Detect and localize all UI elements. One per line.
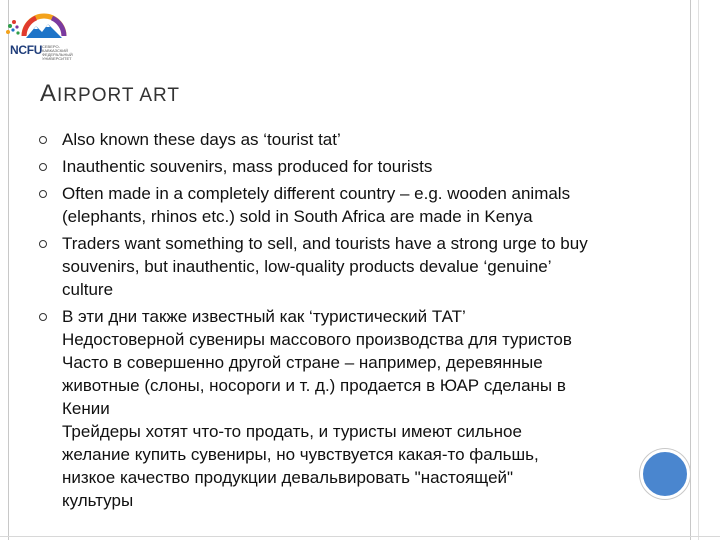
slide-title [40, 80, 180, 108]
slide-title-rest: IRPORT ART [57, 85, 180, 106]
bullet-line: Часто в совершенно другой стране – например, деревянные [62, 353, 543, 372]
bullet-item [36, 305, 636, 512]
bullet-circle-icon [39, 163, 47, 171]
bullet-line: животные (слоны, носороги и т. д.) продается в ЮАР сделаны в [62, 376, 566, 395]
bullet-item [36, 155, 636, 178]
bullet-line: Also known these days as ‘tourist tat’ [62, 130, 341, 149]
bullet-line: культуры [62, 491, 134, 510]
bottom-border-line [0, 536, 720, 537]
bullet-line: (elephants, rhinos etc.) sold in South Africa are made in Kenya [62, 207, 533, 226]
left-border-line [8, 0, 9, 540]
bullet-circle-icon [39, 190, 47, 198]
bullet-item [36, 128, 636, 151]
bullet-circle-icon [39, 136, 47, 144]
bullet-line: В эти дни также известный как ‘туристический ТАТ’ [62, 307, 466, 326]
bullet-line: souvenirs, but inauthentic, low-quality products devalue ‘genuine’ [62, 257, 552, 276]
bullet-line: Трейдеры хотят что-то продать, и туристы имеют сильное [62, 422, 522, 441]
bullet-line: Кении [62, 399, 110, 418]
bullet-line: culture [62, 280, 114, 299]
bullet-circle-icon [39, 240, 47, 248]
bullet-line: желание купить сувениры, но чувствуется какая-то фальшь, [62, 445, 539, 464]
bullet-line: Traders want something to sell, and tourists have a strong urge to buy [62, 234, 588, 253]
slide-title-initial: A [40, 80, 58, 107]
bullet-item [36, 232, 636, 301]
bullet-line: Inauthentic souvenirs, mass produced for tourists [62, 157, 433, 176]
bullet-line: Often made in a completely different country – e.g. wooden animals [62, 184, 571, 203]
right-border-line [690, 0, 691, 540]
logo-subtitle: СЕВЕРО-КАВКАЗСКИЙ ФЕДЕРАЛЬНЫЙ УНИВЕРСИТЕТ [42, 44, 73, 61]
bullet-line: низкое качество продукции девальвировать "настоящей" [62, 468, 514, 487]
bullet-circle-icon [39, 313, 47, 321]
decorative-circle-icon [640, 449, 690, 499]
logo-text: NCFU [10, 43, 43, 57]
bullet-item [36, 182, 636, 228]
right-border-line-outer [698, 0, 699, 540]
bullet-line: Недостоверной сувениры массового производства для туристов [62, 330, 572, 349]
ncfu-logo [2, 2, 82, 60]
bullet-list [36, 128, 636, 516]
